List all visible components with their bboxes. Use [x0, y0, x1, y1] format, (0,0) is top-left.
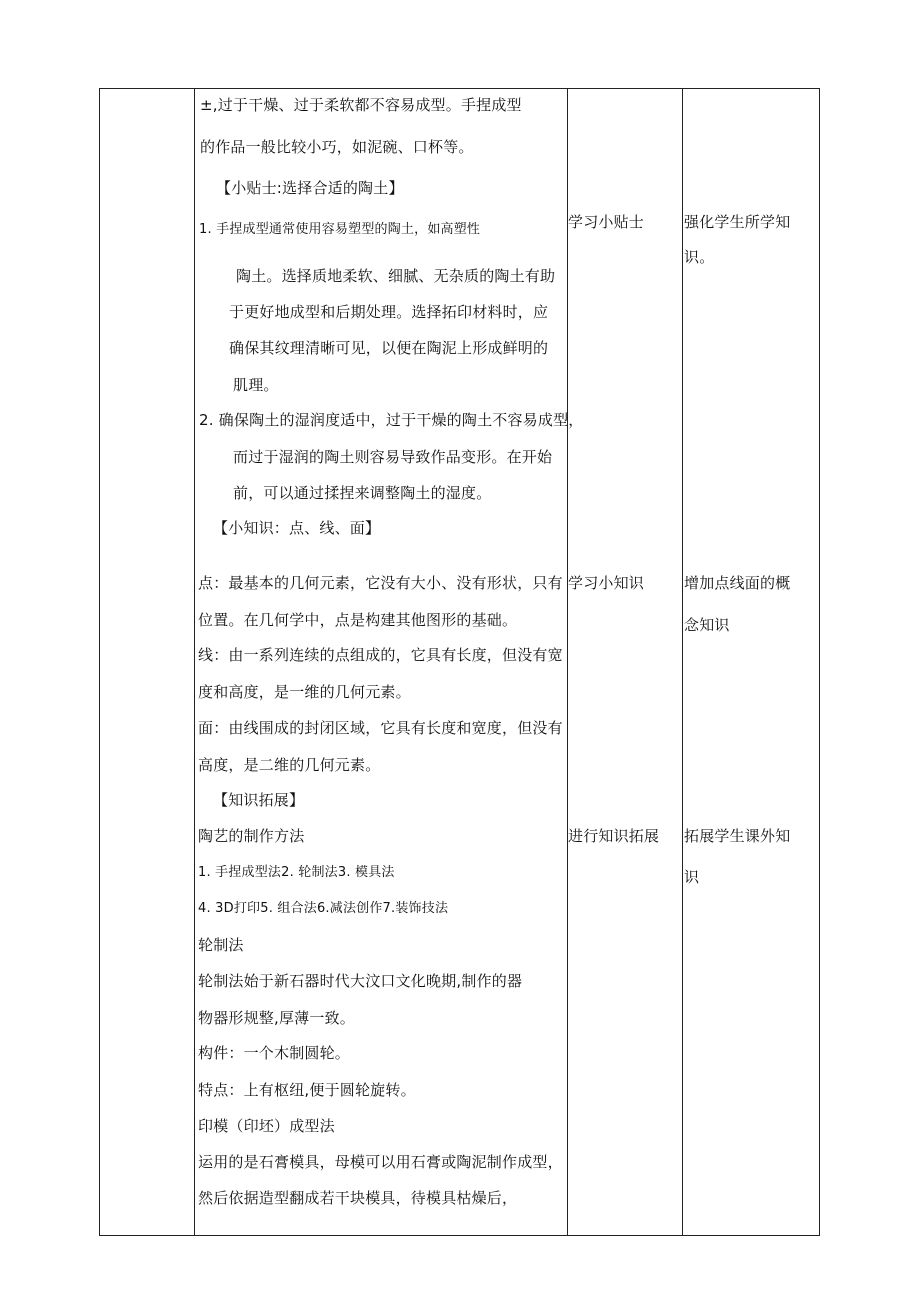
text-line: 念知识	[684, 616, 730, 634]
text-line: 高度，是二维的几何元素。	[198, 756, 381, 774]
text-line: 轮制法始于新石器时代大汶口文化晚期,制作的器	[198, 972, 523, 990]
mold-title: 印模（印坯）成型法	[198, 1117, 335, 1135]
text-line: 确保其纹理清晰可见，以便在陶泥上形成鲜明的	[229, 339, 549, 357]
text-line: 的作品一般比较小巧，如泥碗、口杯等。	[200, 138, 474, 156]
text-line: 运用的是石膏模具，母模可以用石膏或陶泥制作成型，	[198, 1153, 563, 1171]
tip-2: 2. 确保陶土的湿润度适中，过于干燥的陶土不容易成型，	[199, 411, 584, 429]
column-divider-1	[194, 89, 195, 1235]
activity-tips: 学习小贴士	[568, 213, 645, 231]
text-line: 前，可以通过揉捏来调整陶土的湿度。	[233, 484, 492, 502]
text-line: 识	[684, 868, 700, 886]
tip-1: 1. 手捏成型通常使用容易塑型的陶土，如高塑性	[199, 222, 481, 237]
feature-text: 特点：上有枢纽,便于圆轮旋转。	[198, 1081, 416, 1099]
lesson-table	[99, 88, 820, 1236]
methods-list: 4. 3D打印5. 组合法6.减法创作7.装饰技法	[198, 901, 449, 916]
intent-tips: 强化学生所学知	[684, 213, 791, 231]
point-definition: 点：最基本的几何元素，它没有大小、没有形状，只有	[198, 574, 563, 592]
text-line: 于更好地成型和后期处理。选择拓印材料时，应	[229, 303, 549, 321]
text-line: 而过于湿润的陶土则容易导致作品变形。在开始	[233, 448, 553, 466]
tips-heading: 【小贴士:选择合适的陶土】	[216, 179, 404, 197]
wheel-title: 轮制法	[198, 936, 244, 954]
intent-extension: 拓展学生课外知	[684, 827, 791, 845]
text-line: 物器形规整,厚薄一致。	[198, 1009, 355, 1027]
plane-definition: 面：由线围成的封闭区域，它具有长度和宽度，但没有	[198, 719, 563, 737]
line-definition: 线：由一系列连续的点组成的，它具有长度，但没有宽	[198, 646, 563, 664]
activity-extension: 进行知识拓展	[568, 827, 660, 845]
column-divider-2	[567, 89, 568, 1235]
methods-list: 1. 手捏成型法2. 轮制法3. 模具法	[198, 865, 395, 880]
knowledge-heading: 【小知识：点、线、面】	[213, 519, 381, 537]
extension-heading: 【知识拓展】	[213, 791, 305, 809]
text-line: 识。	[684, 248, 715, 266]
text-line: ±,过于干燥、过于柔软都不容易成型。手捏成型	[200, 96, 522, 114]
methods-title: 陶艺的制作方法	[198, 827, 305, 845]
structure-text: 构件：一个木制圆轮。	[198, 1044, 351, 1062]
text-line: 然后依据造型翻成若干块模具，待模具枯燥后，	[198, 1189, 518, 1207]
text-line: 度和高度，是一维的几何元素。	[198, 683, 411, 701]
activity-knowledge: 学习小知识	[568, 574, 645, 592]
text-line: 肌理。	[233, 376, 279, 394]
text-line: 位置。在几何学中，点是构建其他图形的基础。	[198, 611, 518, 629]
text-line: 陶土。选择质地柔软、细腻、无杂质的陶土有助	[236, 267, 556, 285]
intent-knowledge: 增加点线面的概	[684, 574, 791, 592]
column-divider-3	[682, 89, 683, 1235]
